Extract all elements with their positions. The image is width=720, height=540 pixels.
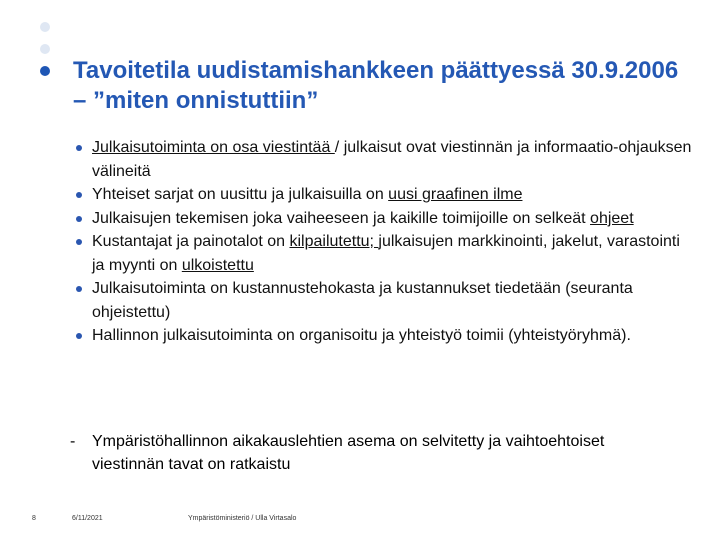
bullet-dot — [76, 333, 82, 339]
bullet-item — [76, 230, 696, 277]
bullet-underlined-text: uusi graafinen ilme — [388, 186, 523, 203]
footer-page-number: 8 — [32, 515, 36, 522]
note-text: Ympäristöhallinnon aikakauslehtien asema on selvitetty ja vaihtoehtoiset viestinnän tavat on ratkaistu — [92, 433, 605, 473]
bullet-text: Julkaisujen tekemisen joka vaiheeseen ja kaikille toimijoille on selkeät — [92, 209, 591, 227]
bullet-text: Julkaisutoiminta on kustannustehokasta ja kustannukset tiedetään (seuranta ohjeistettu) — [92, 280, 633, 321]
bullet-text: / julkaisut ovat viestinnän ja informaatio-ohjauksen välineitä — [92, 139, 692, 180]
decor-dot-1 — [40, 22, 50, 32]
bullet-text: Kustantajat ja painotalot on — [92, 233, 290, 250]
sub-note — [70, 430, 630, 476]
title-bullet-dot — [40, 66, 50, 76]
bullet-dot — [76, 239, 82, 245]
bullet-dot — [76, 192, 82, 198]
bullet-underlined-text: Julkaisutoiminta on osa viestintää — [92, 139, 335, 156]
bullet-text: Yhteiset sarjat on uusittu ja julkaisuilla on — [92, 186, 389, 203]
bullet-underlined-text: ulkoistettu — [181, 256, 254, 274]
bullet-list — [76, 136, 696, 348]
bullet-underlined-text: kilpailutettu; — [289, 233, 379, 250]
bullet-item — [76, 183, 696, 207]
slide-title: Tavoitetila uudistamishankkeen päättyessä 30.9.2006 – ”miten onnistuttiin” — [73, 57, 679, 114]
bullet-dot — [76, 145, 82, 151]
bullet-dot — [76, 216, 82, 222]
note-dash: - — [70, 433, 76, 450]
bullet-underlined-text: ohjeet — [590, 209, 634, 227]
bullet-text: julkaisujen markkinointi, jakelut, varastointi ja myynti on — [92, 233, 680, 274]
decor-dot-2 — [40, 44, 50, 54]
bullet-item — [76, 277, 696, 324]
bullet-item — [76, 324, 696, 348]
bullet-dot — [76, 286, 82, 292]
bullet-text: Hallinnon julkaisutoiminta on organisoitu ja yhteistyö toimii (yhteistyöryhmä). — [92, 327, 631, 344]
footer-source: Ympäristöministeriö / Ulla Virtasalo — [188, 515, 297, 522]
bullet-item — [76, 136, 696, 183]
bullet-item — [76, 207, 696, 231]
footer-date: 6/11/2021 — [72, 515, 103, 522]
